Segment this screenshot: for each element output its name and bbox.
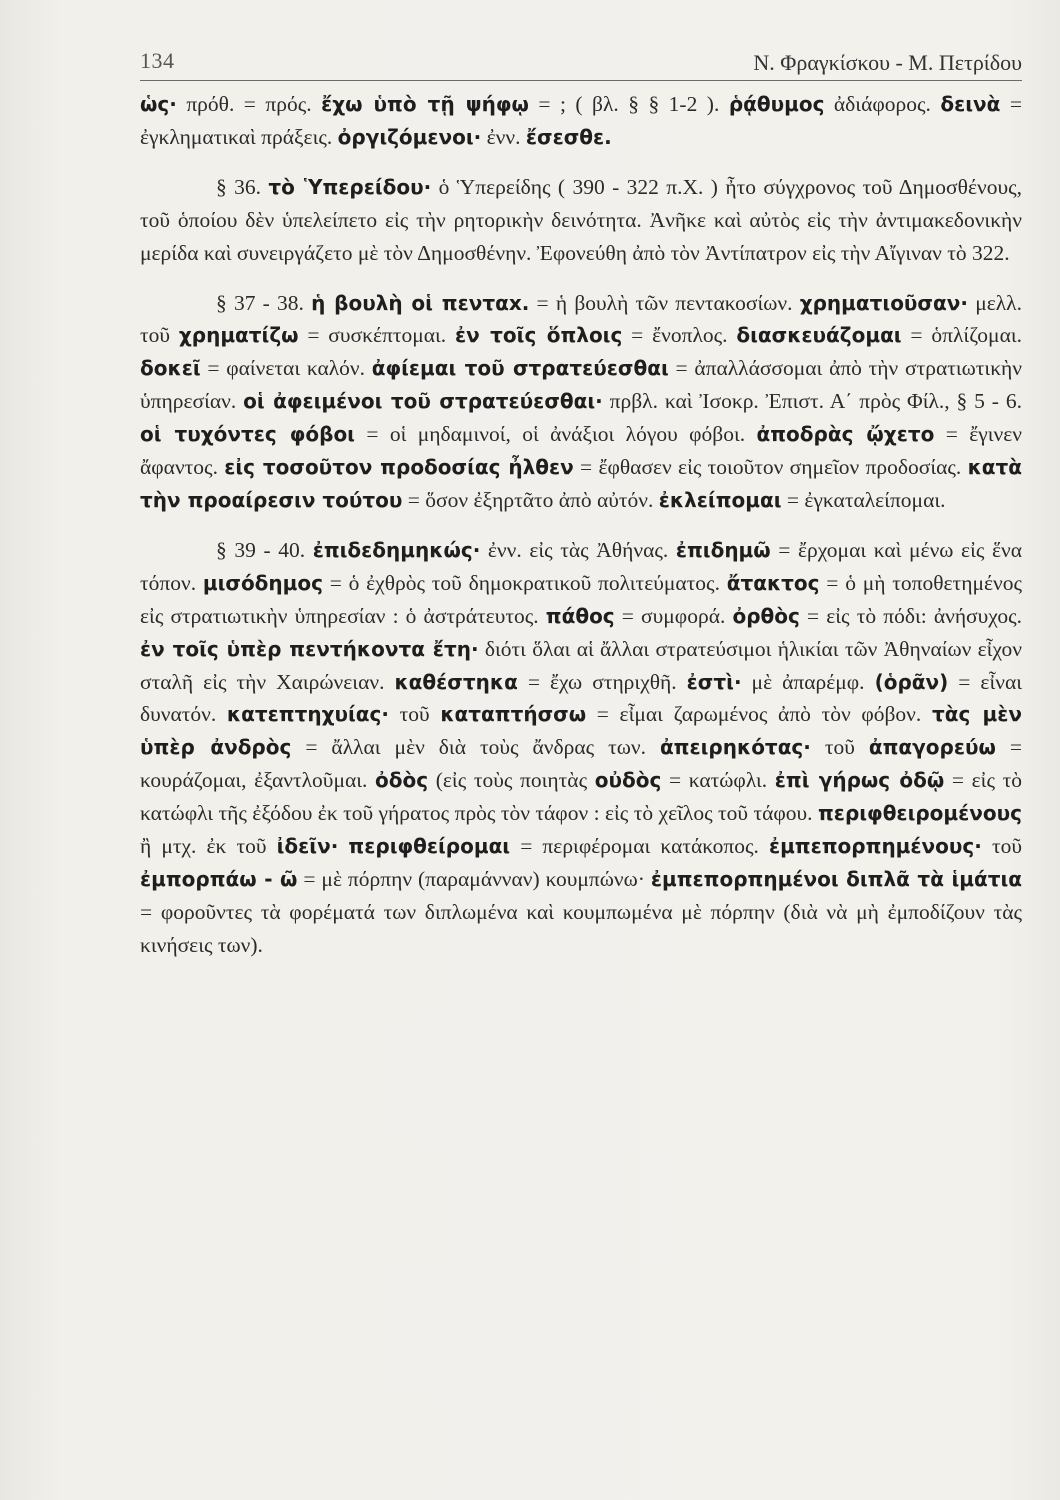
lemma-term: ἔσεσθε. (525, 124, 612, 149)
lemma-term: ῥᾴθυμος (728, 92, 825, 116)
gloss-text: τοῦ (810, 735, 869, 760)
gloss-text: = μὲ πόρπην (παραμάνναν) κουμπώνω· (297, 866, 651, 891)
gloss-text: = φοροῦντες τὰ φορέματά των διπλωμένα καὶ κουμπωμένα μὲ πόρπην (διὰ νὰ μὴ ἐμποδίζουν τὰς κινήσεις των). (140, 899, 1022, 957)
lemma-term: δοκεῖ (140, 356, 201, 381)
gloss-text: τοῦ (388, 702, 441, 727)
gloss-text: = ὁ ἐχθρὸς τοῦ δημοκρατικοῦ πολιτεύματος. (322, 570, 727, 595)
gloss-text: = ἔχω στηριχθῆ. (517, 669, 687, 694)
lemma-term: ἐπιδημῶ (675, 537, 771, 562)
lemma-term: ἀφίεμαι τοῦ στρατεύεσθαι (371, 356, 669, 381)
gloss-text: = εἰς τὸ κατώφλι τῆς ἐξόδου ἐκ τοῦ γήρατος πρὸς τὸν τάφον : εἰς τὸ χεῖλος τοῦ τάφου. (140, 768, 1022, 826)
lemma-term: ἰδεῖν· (276, 834, 339, 859)
lemma-term: περιφθειρομένους (817, 801, 1022, 826)
lemma-term: καθέστηκα (394, 669, 518, 694)
lemma-term: ἀπαγορεύω (868, 735, 996, 760)
gloss-text: = κατώφλι. (661, 768, 775, 793)
gloss-text: = ἔφθασεν εἰς τοιοῦτον σημεῖον προδοσίας. (573, 455, 968, 480)
page-number: 134 (140, 48, 175, 73)
lemma-term: οὐδὸς (594, 768, 662, 793)
lemma-term: ὀδὸς (375, 768, 429, 793)
paragraph-section-36 (140, 171, 1022, 270)
gloss-text: διότι ὅλαι αἱ ἄλλαι στρατεύσιμοι ἡλικίαι τῶν Ἀθηναίων εἶχον σταλῆ εἰς τὴν Χαιρώνειαν. (140, 636, 1022, 694)
lemma-term: πάθος (545, 603, 615, 628)
lemma-term: ἐμπεπορπημένους· (768, 834, 982, 859)
gloss-text: μὲ ἀπαρέμφ. (741, 669, 875, 694)
lemma-term: οἱ ἀφειμένοι τοῦ στρατεύεσθαι· (243, 389, 603, 414)
lemma-term: ἐκλείπομαι (658, 487, 782, 512)
commentary-body (140, 88, 1022, 962)
page-header (140, 42, 1022, 82)
gloss-text: = ὁ μὴ τοποθετημένος εἰς στρατιωτικὴν ὑπηρεσίαν : ὁ ἀστράτευτος. (140, 570, 1022, 628)
running-title: Ν. Φραγκίσκου - Μ. Πετρίδου (753, 50, 1022, 75)
gloss-text: = εἶμαι ζαρωμένος ἀπὸ τὸν φόβον. (586, 702, 932, 727)
gloss-text: πρόθ. = πρός. (176, 92, 322, 116)
gloss-text: μελλ. τοῦ (140, 290, 1022, 348)
lemma-term: διασκευάζομαι (736, 323, 902, 348)
lemma-term: ἐν τοῖς ὅπλοις (455, 323, 623, 348)
gloss-text: = ἐγκληματικαὶ πράξεις. (140, 92, 1022, 149)
gloss-text: = ἄλλαι μὲν διὰ τοὺς ἄνδρας των. (291, 735, 660, 760)
lemma-term: ὀργιζόμενοι· (337, 124, 482, 149)
gloss-text: = ἔρχομαι καὶ μένω εἰς ἕνα τόπον. (140, 537, 1022, 595)
gloss-text: = ἐγκαταλείπομαι. (781, 487, 946, 512)
lemma-term: ὀρθὸς (732, 603, 800, 628)
lemma-term: ἄτακτος (726, 570, 820, 595)
gloss-text: = συμφορά. (614, 603, 733, 628)
lemma-term: ὡς· (140, 92, 177, 116)
gloss-text: ἢ μτχ. ἐκ τοῦ (140, 834, 277, 859)
gloss-text: = ἔνοπλος. (622, 323, 737, 348)
gloss-text: § 37 - 38. (216, 290, 312, 315)
lemma-term: ἐν τοῖς ὑπὲρ πεντήκοντα ἔτη· (140, 636, 479, 661)
gloss-text: ἀδιάφορος. (824, 92, 941, 116)
lemma-term: ἡ βουλὴ οἱ πενταx. (311, 290, 530, 315)
lemma-term: ἀπειρηκότας· (659, 735, 811, 760)
header-rule (140, 80, 1022, 81)
gloss-text: = ἔγινεν ἄφαντος. (140, 422, 1022, 480)
lemma-term: καταπτήσσω (440, 702, 587, 727)
lemma-term: κατὰ τὴν προαίρεσιν τούτου (140, 455, 1023, 512)
lemma-term: ἔχω ὑπὸ τῇ ψήφῳ (321, 92, 529, 116)
lemma-term: ἐμπεπορπημένοι διπλᾶ τὰ ἱμάτια (650, 866, 1023, 891)
paragraph-section-37-38 (140, 287, 1022, 517)
gloss-text: § 36. (216, 174, 269, 199)
lemma-term: τὰς μὲν ὑπὲρ ἀνδρὸς (140, 702, 1023, 760)
lemma-term: χρηματιοῦσαν· (799, 290, 968, 315)
gloss-text: = ὁπλίζομαι. (901, 323, 1022, 348)
lemma-term: (ὁρᾶν) (874, 669, 949, 694)
gloss-text: = ἡ βουλὴ τῶν πεντακοσίων. (529, 290, 800, 315)
gloss-text: = οἱ μηδαμινοί, οἱ ἀνάξιοι λόγου φόβοι. (354, 422, 757, 447)
gloss-text: (εἰς τοὺς ποιητὰς (428, 768, 595, 793)
lemma-term: ἐστὶ· (686, 669, 742, 694)
gloss-text: = εἰς τὸ πόδι: ἀνήσυχος. (799, 603, 1023, 628)
lemma-term: χρηματίζω (178, 323, 299, 348)
gloss-text: = ; ( βλ. § § 1-2 ). (528, 92, 729, 116)
gloss-text: ἐνν. (481, 124, 526, 149)
gloss-text: ὁ Ὑπερείδης ( 390 - 322 π.Χ. ) ἦτο σύγχρονος τοῦ Δημοσθένους, τοῦ ὁποίου δὲν ὑπελείπετο εἰς τὴν ρητορικὴν δεινότητα. Ἀνῆκε καὶ αὐτὸς εἰς τὴν ἀντιμακεδονικὴν μερίδα καὶ συνειργάζετο μὲ τὸν Δημοσθένην. Ἐφονεύθη ἀπὸ τὸν Ἀντίπατρον εἰς τὴν Αἴγιναν τὸ 322. (140, 174, 1022, 265)
gloss-text: § 39 - 40. (216, 537, 313, 562)
lemma-term: εἰς τοσοῦτον προδοσίας ἦλθεν (224, 455, 574, 480)
gloss-text: = ἀπαλλάσσομαι ἀπὸ τὴν στρατιωτικὴν ὑπηρεσίαν. (140, 356, 1023, 414)
lemma-term: ἐπὶ γήρως ὀδῷ (774, 768, 945, 793)
gloss-text: τοῦ (981, 834, 1022, 859)
lemma-term: δεινὰ (940, 92, 1001, 116)
gloss-text: ἐνν. εἰς τὰς Ἀθήνας. (480, 537, 676, 562)
lemma-term: περιφθείρομαι (348, 834, 511, 859)
paragraph-section-39-40 (140, 534, 1022, 962)
gloss-text: = ὅσον ἐξηρτᾶτο ἀπὸ αὐτόν. (402, 487, 659, 512)
gloss-text: = εἶναι δυνατόν. (140, 669, 1022, 727)
lemma-term: κατεπτηχυίας· (226, 702, 389, 727)
gloss-text: = συσκέπτομαι. (298, 323, 455, 348)
gloss-text: = περιφέρομαι κατάκοπος. (510, 834, 769, 859)
lemma-term: ἀποδρὰς ᾤχετο (756, 422, 935, 447)
lemma-term: ἐμπορπάω - ῶ (140, 866, 298, 891)
paragraph-1 (140, 88, 1022, 154)
lemma-term: οἱ τυχόντες φόβοι (140, 422, 355, 447)
gloss-text: = φαίνεται καλόν. (200, 356, 372, 381)
gloss-text (338, 834, 348, 858)
lemma-term: τὸ Ὑπερείδου· (268, 174, 432, 199)
gloss-text: = κουράζομαι, ἐξαντλοῦμαι. (140, 735, 1022, 793)
lemma-term: ἐπιδεδημηκώς· (312, 537, 481, 562)
lemma-term: μισόδημος (202, 570, 323, 595)
gloss-text: πρβλ. καὶ Ἰσοκρ. Ἐπιστ. Α΄ πρὸς Φίλ., § 5 - 6. (602, 389, 1022, 414)
